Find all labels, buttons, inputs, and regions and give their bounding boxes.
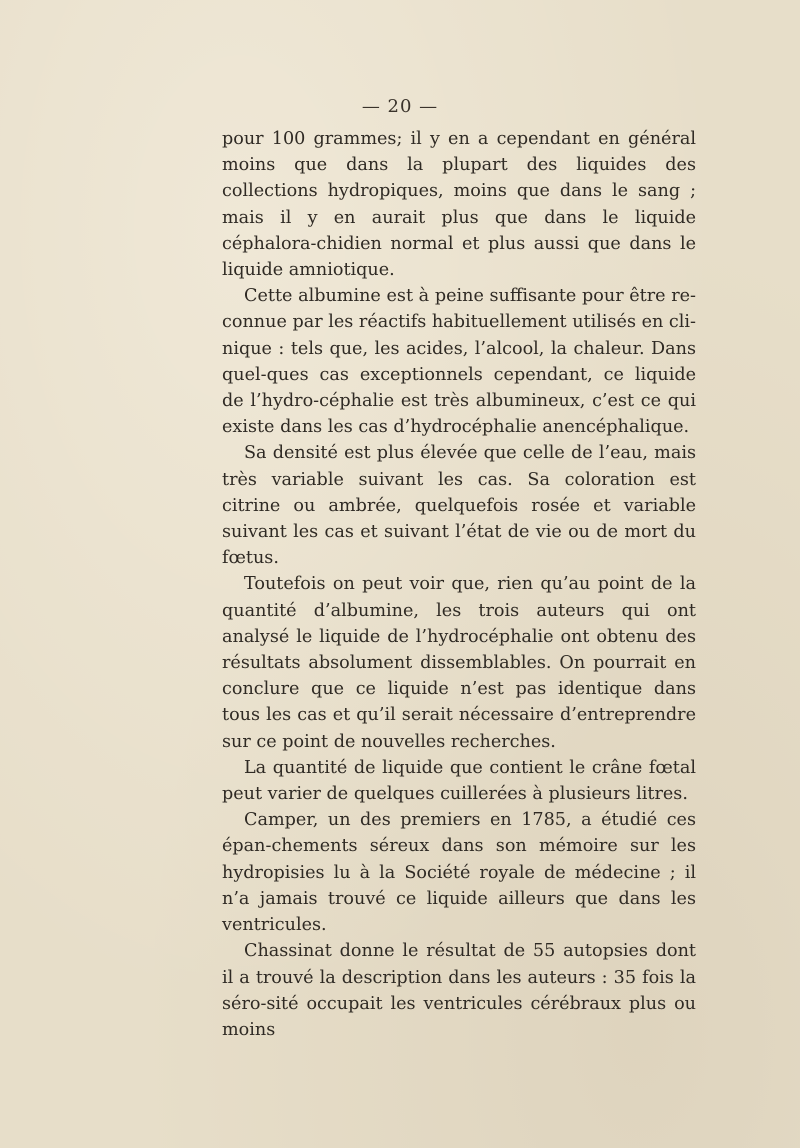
paragraph-albumine: Cette albumine est à peine suffisante pour être re-connue par les réactifs habituellement utilisés en cli-nique : tels que, les acides, l’alcool, la chaleur. Dans quel-ques cas exceptionnels cependant, ce liquide de l’hydro-céphalie est très albumineux, c’est ce qui existe dans les cas d’hydrocéphalie anencéphalique.	[222, 286, 696, 438]
paragraph-quantite: La quantité de liquide que contient le crâne fœtal peut varier de quelques cuillerées à plusieurs litres.	[222, 757, 696, 805]
paragraph-toutefois: Toutefois on peut voir que, rien qu’au point de la quantité d’albumine, les trois auteurs qui ont analysé le liquide de l’hydrocéphalie ont obtenu des résultats absolument dissemblables. On pourrait en conclure que ce liquide n’est pas identique dans tous les cas et qu’il serait nécessaire d’entreprendre sur ce point de nouvelles recherches.	[222, 574, 696, 752]
paragraph-continued: pour 100 grammes; il y en a cependant en général moins que dans la plupart des liquides des collections hydropiques, moins que dans le sang ; mais il y en aurait plus que dans le liquide céphalora-chidien normal et plus aussi que dans le liquide amniotique.	[222, 129, 696, 281]
paragraph-densite: Sa densité est plus élevée que celle de l’eau, mais très variable suivant les cas. Sa coloration est citrine ou ambrée, quelquefois rosée et variable suivant les cas et suivant l’état de vie ou de mort du fœtus.	[222, 443, 696, 569]
page-number: — 20 —	[361, 96, 439, 117]
body-text	[222, 126, 696, 1043]
paragraph-chassinat: Chassinat donne le résultat de 55 autopsies dont il a trouvé la description dans les auteurs : 35 fois la séro-sité occupait les ventricules cérébraux plus ou moins	[222, 941, 696, 1040]
paragraph-camper: Camper, un des premiers en 1785, a étudié ces épan-chements séreux dans son mémoire sur les hydropisies lu à la Société royale de médecine ; il n’a jamais trouvé ce liquide ailleurs que dans les ventricules.	[222, 810, 696, 936]
